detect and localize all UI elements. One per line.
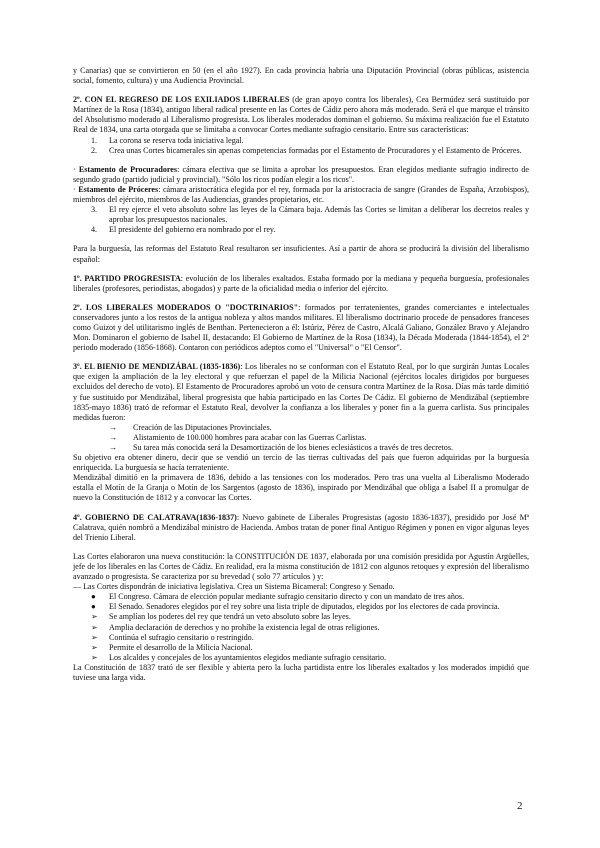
page-number: 2	[517, 800, 523, 812]
list-item: ➢ Se amplían los poderes del rey que tendrá un veto absoluto sobre las leyes.	[91, 612, 351, 622]
list-item: → Alistamiento de 100.000 hombres para acabar con las Guerras Carlistas.	[109, 432, 367, 442]
section-exiliados-heading: 2º. CON EL REGRESO DE LOS EXILIADOS LIBERALES	[73, 95, 290, 105]
list-item: ● El Senado. Senadores elegidos por el rey sobre una lista triple de diputados, elegidos por los electores de cada provincia.	[91, 602, 500, 612]
section-exiliados-body: (de gran apoyo contra los liberales), Cea Bermúdez será sustituido por Martínez de la Rosa (1834), antiguo liberal radical presente en las Cortes de Cádiz pero ahora más moderado. Será el que marque el tránsito del Absolutismo moderado al Liberalismo progresista. Los liberales moderados dominan el gobierno. Su máxima realización fue el Estatuto Real de 1834, una carta otorgada que se limitaba a convocar Cortes mediante sufragio censitario. Entre sus características:	[73, 95, 529, 135]
constitucion-bullets	[73, 592, 529, 612]
mendizabal-after-2: Mendizábal dimitió en la primavera de 1836, debido a las tensiones con los moderados. Pero tras una vuelta al Liberalismo Moderado estalla el Motín de la Granja o Motín de los Sargentos (agosto de 1836), inspirado por Mendizábal que obliga a Isabel II a promulgar de nuevo la Constitución de 1812 y a convocar las Cortes.	[73, 473, 529, 503]
section-exiliados	[73, 95, 529, 135]
estatuto-list-b	[73, 205, 529, 235]
mendizabal-measures	[73, 423, 529, 453]
constitucion-arrows	[73, 612, 529, 662]
constitucion-dash-line: — Las Cortes dispondrán de iniciativa legislativa. Crea un Sistema Bicameral: Congreso y Senado.	[73, 582, 395, 592]
mendizabal-after-1: Su objetivo era obtener dinero, decir que se vendió un tercio de las tierras cultivadas del país que fueron adquiridas por la burguesía enriquecida. La burguesía se hacía terrateniente.	[73, 453, 529, 473]
arrow-icon: ➢	[91, 612, 98, 622]
list-item: ➢ Permite el desarrollo de la Milicia Nacional.	[91, 642, 253, 652]
section-progresista: 1º. PARTIDO PROGRESISTA: evolución de los liberales exaltados. Estaba formado por la mediana y pequeña burguesía, profesionales liberales (profesores, periodistas, abogados) y parte de la oficialidad media o inferior del ejército.	[73, 273, 529, 293]
bullet-icon: ●	[91, 592, 96, 602]
list-item: 2. Crea unas Cortes bicamerales sin apenas competencias formadas por el Estamento de Procuradores y el Estamento de Próceres.	[91, 145, 522, 155]
estamento-procuradores: · Estamento de Procuradores: cámara electiva que se limita a aprobar los presupuestos. Eran elegidos mediante sufragio indirecto de segundo grado (partido judicial y provincial). "Sólo los ricos podían elegir a los ricos".	[73, 164, 529, 184]
list-item: ➢ Amplia declaración de derechos y no prohíbe la existencia legal de otras religiones.	[91, 622, 380, 632]
list-item: → Su tarea más conocida será la Desamortización de los bienes eclesiásticos a través de tres decretos.	[109, 443, 454, 452]
arrow-icon: ➢	[91, 652, 98, 662]
list-item: ➢ Continúa el sufragio censitario o restringido.	[91, 632, 254, 642]
arrow-icon: ➢	[91, 622, 98, 632]
constitucion-closing: La Constitución de 1837 trató de ser flexible y abierta pero la lucha partidista entre los liberales exaltados y los moderados impidió que tuviese una larga vida.	[73, 662, 529, 682]
estamento-proceres: · Estamento de Próceres: cámara aristocrática elegida por el rey, formada por la aristocracia de sangre (Grandes de España, Arzobispos), miembros del ejército, miembros de las Audiencias, grandes propietarios, etc.	[73, 184, 529, 205]
list-item: → Creación de las Diputaciones Provinciales.	[109, 422, 272, 432]
section-moderados: 2º. LOS LIBERALES MODERADOS O "DOCTRINARIOS": formados por terratenientes, grandes comerciantes e intelectuales conservadores junto a los restos de la antigua nobleza y altos mandos militares. El liberalismo doctrinario procede de pensadores franceses como Guizot y del utilitarismo inglés de Benthan. Pertenecieron a él: Istúriz, Pérez de Castro, Alcalá Galiano, González Bravo y Alejandro Mon. Dominaron el gobierno de Isabel II, destacando: El Gobierno de Martínez de la Rosa (1834), la Década Moderada (1844-1854), el 2º periodo moderado (1856-1868). Contaron con periódicos adeptos como el "Universal" o "El Censor".	[73, 302, 529, 353]
arrow-icon: ➢	[91, 642, 98, 652]
bullet-icon: ●	[91, 602, 96, 612]
document-page	[73, 66, 529, 683]
intro-paragraph: y Canarias) que se convirtieron en 50 (en el año 1927). En cada provincia habría una Diputación Provincial (obras públicas, asistencia social, fomento, cultura) y una Audiencia Provincial.	[73, 66, 529, 86]
section-mendizabal: 3º. EL BIENIO DE MENDIZÁBAL (1835-1836): Los liberales no se conforman con el Estatuto Real, por lo que surgirán Juntas Locales que exigen la ampliación de la ley electoral y que refuerzan el papel de la Milicia Nacional (ejércitos locales dirigidos por burgueses excluidos del derecho de voto). El Estamento de Procuradores aprobó un voto de censura contra Martínez de la Rosa. Días más tarde dimitió y fue sustituido por Mendizábal, liberal progresista que había participado en las Cortes De Cádiz. El gobierno de Mendizábal (septiembre 1835-mayo 1836) trató de reformar el Estatuto Real, devolver la confianza a los liberales y poner fin a la guerra carlista. Sus principales medidas fueron:	[73, 362, 530, 422]
list-item: ● El Congreso. Cámara de elección popular mediante sufragio censitario directo y con un mandato de tres años.	[91, 592, 465, 602]
section-calatrava: 4º. GOBIERNO DE CALATRAVA(1836-1837): Nuevo gabinete de Liberales Progresistas (agosto 1836-1837), presidido por José Mª Calatrava, quién nombró a Mendizábal ministro de Hacienda. Ambos tratan de poner final Antiguo Régimen y ponen en vigor algunas leyes del Trienio Liberal.	[73, 512, 529, 542]
arrow-icon: ➢	[91, 632, 98, 642]
list-item: ➢ Los alcaldes y concejales de los ayuntamientos elegidos mediante sufragio censitario.	[91, 652, 387, 662]
list-item: 1. La corona se reserva toda iniciativa legal.	[91, 135, 244, 145]
list-item: 3. El rey ejerce el veto absoluto sobre las leyes de la Cámara baja. Además las Cortes se limitan a deliberar los decretos reales y aprobar los presupuestos nacionales.	[91, 205, 529, 225]
estatuto-list-a	[73, 136, 529, 156]
burguesia-paragraph: Para la burguesía, las reformas del Estatuto Real resultaron ser insuficientes. Así a partir de ahora se producirá la división del liberalismo español:	[73, 244, 529, 264]
list-item: 4. El presidente del gobierno era nombrado por el rey.	[91, 225, 276, 235]
constitucion-intro: Las Cortes elaboraron una nueva constitución: la CONSTITUCIÓN DE 1837, elaborada por una comisión presidida por Agustín Argüelles, jefe de los liberales en las Cortes de Cádiz. En realidad, era la misma constitución de 1812 con algunos retoques y expresión del liberalismo avanzado o progresista. Se caracteriza por su brevedad ( solo 77 artículos ) y:	[73, 551, 529, 582]
